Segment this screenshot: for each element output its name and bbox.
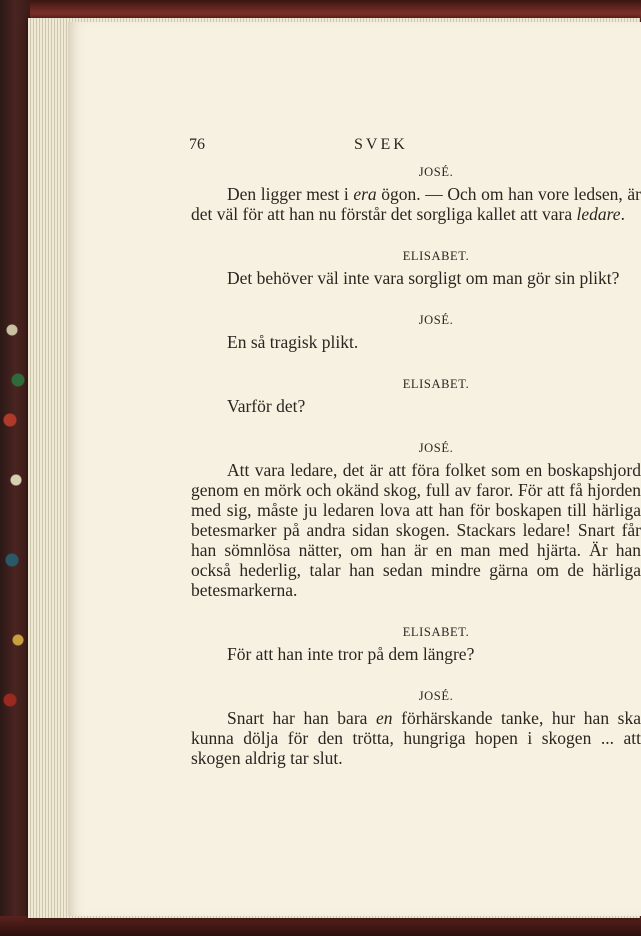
speech-text: För att han inte tror på dem längre? (227, 644, 475, 664)
book-cover-bottom (0, 916, 641, 936)
speech-text: Det behöver väl inte vara sorgligt om man gör sin plikt? (227, 268, 620, 288)
book-marbled-edge (0, 0, 30, 936)
speaker-name: ELISABET. (402, 377, 470, 391)
book-page (68, 22, 641, 916)
speaker-name: ELISABET. (402, 625, 470, 639)
speaker-name: JOSÉ. (418, 689, 454, 703)
speech-block (191, 246, 641, 288)
speech-block (191, 686, 641, 768)
speech-text: Den ligger mest i era ögon. — Och om han vore ledsen, är det väl för att han nu förstår det sorgliga kallet att vara ledare. (191, 184, 641, 224)
speech-text: Varför det? (227, 396, 306, 416)
speech-block (191, 438, 641, 600)
play-text (191, 162, 641, 768)
page-header (68, 136, 641, 156)
running-title: SVEK (354, 136, 408, 153)
speaker-name: JOSÉ. (418, 441, 454, 455)
speech-text: En så tragisk plikt. (227, 332, 359, 352)
page-number: 76 (189, 136, 205, 153)
speaker-name: ELISABET. (402, 249, 470, 263)
speech-block (191, 310, 641, 352)
speaker-name: JOSÉ. (418, 165, 454, 179)
speech-block (191, 162, 641, 224)
speech-block (191, 622, 641, 664)
speech-text: Att vara ledare, det är att föra folket som en boskapshjord genom en mörk och okänd skog, full av faror. För att få hjorden med sig, måste ju ledaren lova att han för boskapen till härliga betesmarker på andra sidan skogen. Stackars ledare! Snart får han sömnlösa nätter, om han är en man med hjärta. Är han också hederlig, talar han sedan mindre gärna om de härliga betesmarkerna. (191, 460, 641, 600)
speech-text: Snart har han bara en förhärskande tanke, hur han ska kunna dölja för den trötta, hungriga hopen i skogen ... att skogen aldrig tar slut. (191, 708, 641, 768)
speech-block (191, 374, 641, 416)
speaker-name: JOSÉ. (418, 313, 454, 327)
